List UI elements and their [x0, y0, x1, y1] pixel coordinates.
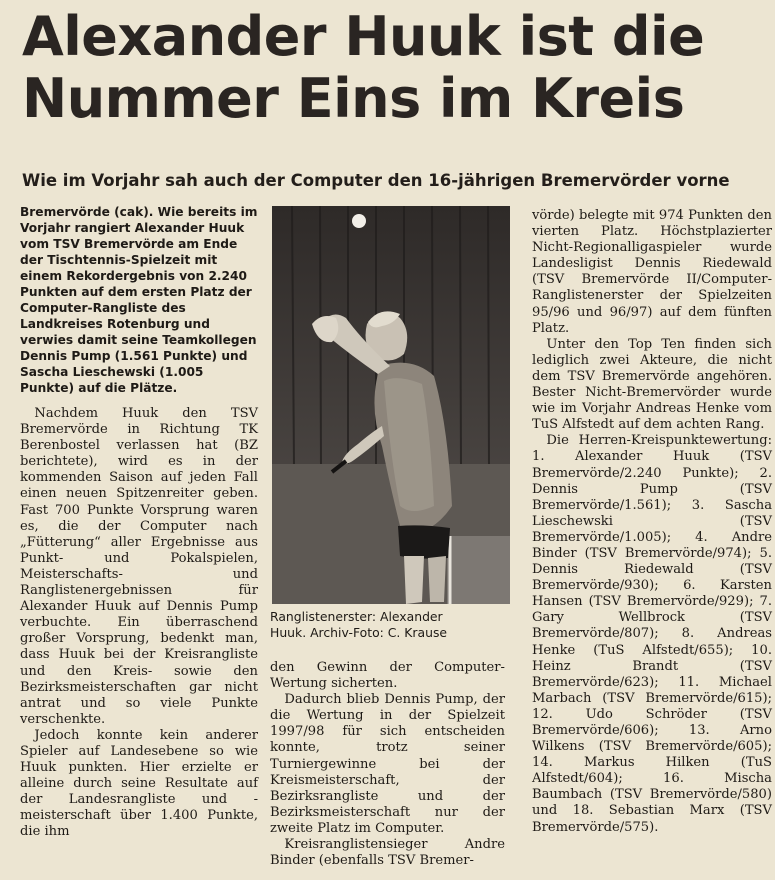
table-tennis-player-image [272, 206, 510, 604]
col1-paragraph-2: Jedoch konnte kein anderer Spieler auf Landesebene so wie Huuk punkten. Hier erzielte er alleine durch seine Resultate auf der Landesrangliste und -meisterschaft über 1.400 Punkte, die ihm [20, 727, 258, 840]
col2-paragraph-1: den Gewinn der Computer-Wertung sicherten. [270, 660, 505, 692]
col3-paragraph-2: Unter den Top Ten finden sich lediglich zwei Akteure, die nicht dem TSV Bremervörde angehören. Bester Nicht-Bremervörder wurde wie im Vorjahr Andreas Henke vom TuS Alfstedt auf dem achten Rang. [532, 336, 772, 433]
col3-paragraph-3: Die Herren-Kreispunktewertung: 1. Alexander Huuk (TSV Bremervörde/2.240 Punkte); 2. Dennis Pump (TSV Bremervörde/1.561); 3. Sascha Lieschewski (TSV Bremervörde/1.005); 4. Andre Binder (TSV Bremervörde/974); 5. Dennis Riedewald (TSV Bremervörde/930); 6. Karsten Hansen (TSV Bremervörde/929); 7. Gary Wellbrock (TSV Bremervörde/807); 8. Andreas Henke (TuS Alfstedt/655); 10. Heinz Brandt (TSV Bremervörde/623); 11. Michael Marbach (TSV Bremervörde/615); 12. Udo Schröder (TSV Bremervörde/606); 13. Arno Wilkens (TSV Bremervörde/605); 14. Markus Hilken (TuS Alfstedt/604); 16. Mischa Baumbach (TSV Bremervörde/580) und 18. Sebastian Marx (TSV Bremervörde/575). [532, 433, 772, 835]
col1-paragraph-1: Nachdem Huuk den TSV Bremervörde in Richtung TK Berenbostel verlassen hat (BZ berichtete), wird es in der kommenden Saison auf jeden Fall einen neuen Spitzenreiter geben. Fast 700 Punkte Vorsprung waren es, die der Computer nach „Fütterung“ aller Ergebnisse aus Punkt- und Pokalspielen, Meisterschafts- und Ranglistenergebnissen für Alexander Huuk auf Dennis Pump verbuchte. Ein überraschend großer Vorsprung, bedenkt man, dass Huuk bei der Kreisrangliste und den Kreis- sowie den Bezirksmeisterschaften gar nicht antrat und so viele Punkte verschenkte. [20, 406, 258, 727]
photo-caption-line-1: Ranglistenerster: Alexander [270, 609, 443, 624]
headline-line-1: Alexander Huuk ist die [22, 5, 705, 68]
column-3 [532, 208, 772, 836]
headline-line-2: Nummer Eins im Kreis [22, 67, 685, 130]
col2-paragraph-2: Dadurch blieb Dennis Pump, der die Wertung in der Spielzeit 1997/98 für sich entscheiden konnte, trotz seiner Turniergewinne bei der Kreismeisterschaft, der Bezirksrangliste und der Bezirksmeisterschaft nur der zweite Platz im Computer. [270, 692, 505, 836]
photo-caption [270, 609, 508, 641]
column-2 [270, 660, 505, 869]
photo-caption-line-2: Huuk. Archiv-Foto: C. Krause [270, 625, 448, 640]
headline [22, 6, 762, 130]
col3-paragraph-1: vörde) belegte mit 974 Punkten den vierten Platz. Höchstplazierter Nicht-Regionalligaspieler wurde Landesligist Dennis Riedewald (TSV Bremervörde II/Computer-Ranglistenerster der Spielzeiten 95/96 und 96/97) auf dem fünften Platz. [532, 208, 772, 336]
column-1 [20, 204, 258, 841]
player-photo [272, 206, 510, 604]
lead-paragraph: Bremervörde (cak). Wie bereits im Vorjahr rangiert Alexander Huuk vom TSV Bremervörde am Ende der Tischtennis-Spielzeit mit einem Rekordergebnis von 2.240 Punkten auf dem ersten Platz der Computer-Rangliste des Landkreises Rotenburg und verwies damit seine Teamkollegen Dennis Pump (1.561 Punkte) und Sascha Lieschewski (1.005 Punkte) auf die Plätze. [20, 205, 258, 395]
subheadline: Wie im Vorjahr sah auch der Computer den 16-jährigen Bremervörder vorne [22, 171, 730, 190]
col2-paragraph-3: Kreisranglistensieger Andre Binder (ebenfalls TSV Bremer- [270, 837, 505, 869]
